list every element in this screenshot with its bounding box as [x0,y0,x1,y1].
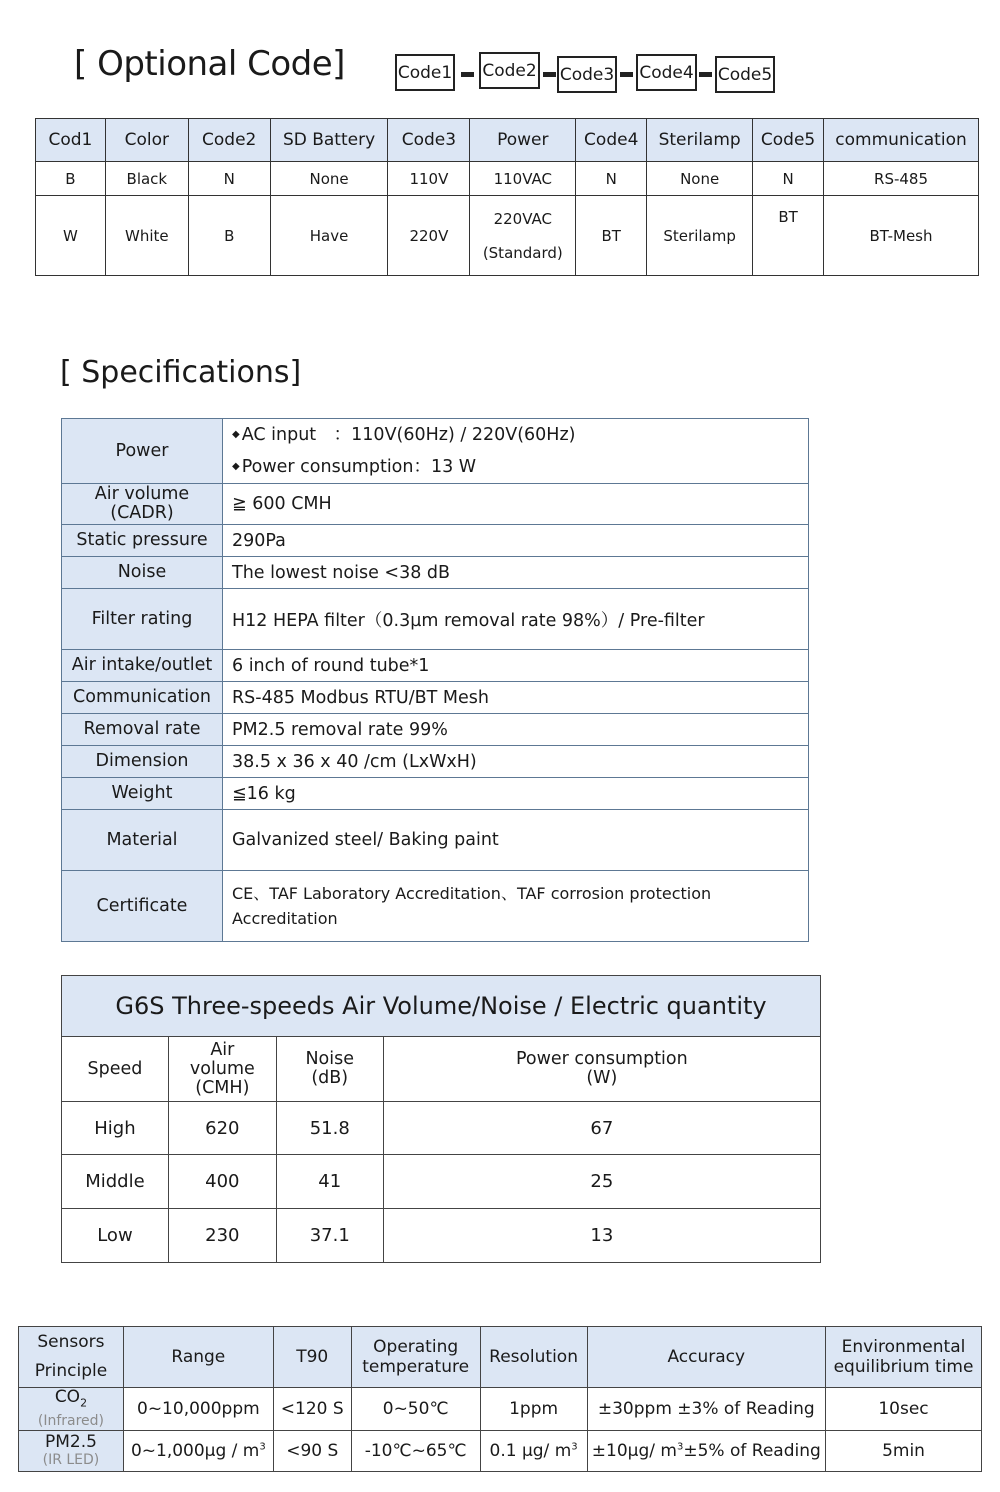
table-cell: Sterilamp [647,196,753,276]
equilibrium-header [826,1327,982,1388]
power-header-line: Power consumption [515,1049,688,1069]
optional-code-title: [ Optional Code] [74,44,345,84]
power-ac-line [232,419,808,451]
spec-label [62,484,223,525]
table-cell: 13 [383,1209,820,1263]
table-cell: Low [62,1209,169,1263]
code-dash [699,72,712,77]
speed-table [61,975,821,1263]
table-cell: BT [576,196,647,276]
temperature-header-line: temperature [362,1357,470,1377]
table-cell: -10℃~65℃ [351,1431,480,1472]
table-cell: B [36,162,106,196]
spec-value: ≧ 600 CMH [223,484,809,525]
table-row [62,1102,821,1155]
table-cell: None [270,162,388,196]
spec-value: RS-485 Modbus RTU/BT Mesh [223,682,809,714]
spec-value: ≦16 kg [223,778,809,810]
sensor-name-cell [19,1388,124,1431]
spec-label: Filter rating [62,589,223,650]
diamond-bullet-icon: ◆ [232,429,240,440]
table-cell: N [188,162,270,196]
header-cell: Code3 [388,119,470,162]
table-cell: 0~10,000ppm [123,1388,273,1431]
table-cell: BT-Mesh [824,196,979,276]
table-cell: <90 S [273,1431,351,1472]
sensors-header-line: Sensors [37,1332,105,1352]
table-cell [470,196,576,276]
power-header-line: (W) [586,1068,618,1088]
cube-superscript: 3 [571,1441,578,1453]
table-cell: 41 [276,1155,383,1209]
header-cell: communication [824,119,979,162]
table-row [36,162,979,196]
code-box-3: Code3 [557,56,617,93]
environmental-header-line: Environmental [841,1337,966,1357]
air-volume-label: Air volume [94,484,190,504]
pm25-accuracy-b: ±5% of Reading [683,1441,821,1462]
operating-temperature-header [351,1327,480,1388]
cadr-label: (CADR) [110,503,174,523]
equilibrium-header-line: equilibrium time [833,1357,974,1377]
principle-header-line: Principle [34,1361,108,1381]
table-cell: 110VAC [470,162,576,196]
code-box-2: Code2 [479,52,540,89]
spec-row [62,525,809,557]
spec-label: Communication [62,682,223,714]
pm25-range: 0~1,000µg / m [130,1441,260,1462]
spec-value: 6 inch of round tube*1 [223,650,809,682]
table-cell [123,1431,273,1472]
table-cell: 400 [168,1155,276,1209]
specifications-title: [ Specifications] [60,355,302,390]
table-cell: Middle [62,1155,169,1209]
header-cell: SD Battery [270,119,388,162]
header-cell: Power [470,119,576,162]
spec-value: Galvanized steel/ Baking paint [223,810,809,871]
spec-value [223,871,809,942]
pm25-resolution: 0.1 µg/ m [489,1441,572,1462]
noise-header-line: Noise [305,1049,354,1069]
sensor-table [18,1326,982,1472]
spec-value: PM2.5 removal rate 99% [223,714,809,746]
co2-text: CO [54,1387,81,1407]
pm25-principle: (IR LED) [42,1452,100,1469]
table-cell [480,1431,587,1472]
sensor-row-pm25 [19,1431,982,1472]
table-cell: N [753,162,824,196]
table-cell: 25 [383,1155,820,1209]
spec-value: 38.5 x 36 x 40 /cm (LxWxH) [223,746,809,778]
code-dash [620,72,633,77]
speed-header: Speed [62,1037,169,1102]
air-volume-header-line: volume [189,1058,255,1079]
spec-label: Material [62,810,223,871]
spec-row [62,714,809,746]
code-box-1: Code1 [395,54,455,91]
table-row [62,1209,821,1263]
header-cell: Color [105,119,188,162]
spec-row [62,557,809,589]
spec-row [62,810,809,871]
noise-header [276,1037,383,1102]
table-cell: N [576,162,647,196]
header-cell: Cod1 [36,119,106,162]
table-cell: 0~50℃ [351,1388,480,1431]
diamond-bullet-icon: ◆ [232,461,240,472]
sensors-principle-header [19,1327,124,1388]
spec-label: Removal rate [62,714,223,746]
resolution-header: Resolution [480,1327,587,1388]
table-cell: None [647,162,753,196]
co2-principle: (Infrared) [37,1413,105,1430]
speed-table-title: G6S Three-speeds Air Volume/Noise / Electric quantity [62,976,821,1037]
power-consumption-text: Power consumption：13 W [241,457,477,477]
spec-value: H12 HEPA filter（0.3µm removal rate 98%）/ Pre-filter [223,589,809,650]
table-cell: High [62,1102,169,1155]
cube-superscript: 3 [259,1441,266,1453]
spec-row [62,746,809,778]
table-cell: 67 [383,1102,820,1155]
table-cell: RS-485 [824,162,979,196]
table-cell: 51.8 [276,1102,383,1155]
pm25-label: PM2.5 [44,1432,97,1453]
spec-row [62,650,809,682]
range-header: Range [123,1327,273,1388]
header-cell: Sterilamp [647,119,753,162]
table-cell: <120 S [273,1388,351,1431]
table-cell: 37.1 [276,1209,383,1263]
power-ac-text: AC input ：110V(60Hz) / 220V(60Hz) [241,425,576,445]
spec-label: Power [62,419,223,484]
header-cell: Code4 [576,119,647,162]
pm25-accuracy-a: ±10µg/ m [591,1441,677,1462]
air-volume-header-line: Air [210,1039,235,1060]
table-cell: ±30ppm ±3% of Reading [587,1388,825,1431]
code-box-5: Code5 [715,56,775,93]
table-cell: 620 [168,1102,276,1155]
air-volume-header [168,1037,276,1102]
table-cell: 1ppm [480,1388,587,1431]
spec-row [62,589,809,650]
spec-label: Noise [62,557,223,589]
spec-label: Certificate [62,871,223,942]
table-cell: B [188,196,270,276]
co2-label [54,1387,88,1410]
spec-value: 290Pa [223,525,809,557]
spec-row [62,778,809,810]
air-volume-header-line: (CMH) [195,1077,250,1098]
spec-row-air-volume [62,484,809,525]
table-cell: Black [105,162,188,196]
table-row [62,1155,821,1209]
spec-row [62,682,809,714]
sensor-name-cell [19,1431,124,1472]
certificate-line-1: CE、TAF Laboratory Accreditation、TAF corrosion protection [232,884,712,903]
spec-label: Air intake/outlet [62,650,223,682]
table-cell: 220V [388,196,470,276]
accuracy-header: Accuracy [587,1327,825,1388]
specifications-table [61,418,809,942]
table-cell: 110V [388,162,470,196]
cube-superscript: 3 [676,1441,684,1453]
spec-label: Weight [62,778,223,810]
table-cell: Have [270,196,388,276]
table-cell [587,1431,825,1472]
sensor-header-row [19,1327,982,1388]
code5-value: BT [778,208,798,226]
spec-value [223,419,809,484]
table-cell: White [105,196,188,276]
power-value: 220VAC [493,209,552,228]
code-dash [461,72,474,77]
code-dash [543,72,556,77]
header-cell: Code5 [753,119,824,162]
speed-header-row [62,1037,821,1102]
optional-code-table [35,118,979,276]
code-box-4: Code4 [636,54,697,91]
spec-row-power [62,419,809,484]
co2-subscript: 2 [80,1396,88,1410]
power-note: (Standard) [482,243,563,262]
table-cell: W [36,196,106,276]
table-cell [753,196,824,276]
table-cell: 5min [826,1431,982,1472]
header-cell: Code2 [188,119,270,162]
power-header [383,1037,820,1102]
noise-header-line: (dB) [311,1068,349,1088]
power-consumption-line [232,451,808,483]
spec-value: The lowest noise <38 dB [223,557,809,589]
spec-label: Dimension [62,746,223,778]
sensor-row-co2 [19,1388,982,1431]
t90-header: T90 [273,1327,351,1388]
spec-label: Static pressure [62,525,223,557]
table-cell: 230 [168,1209,276,1263]
table-cell: 10sec [826,1388,982,1431]
spec-row-certificate [62,871,809,942]
table-row [36,196,979,276]
operating-header-line: Operating [373,1337,459,1357]
certificate-line-2: Accreditation [232,909,338,928]
